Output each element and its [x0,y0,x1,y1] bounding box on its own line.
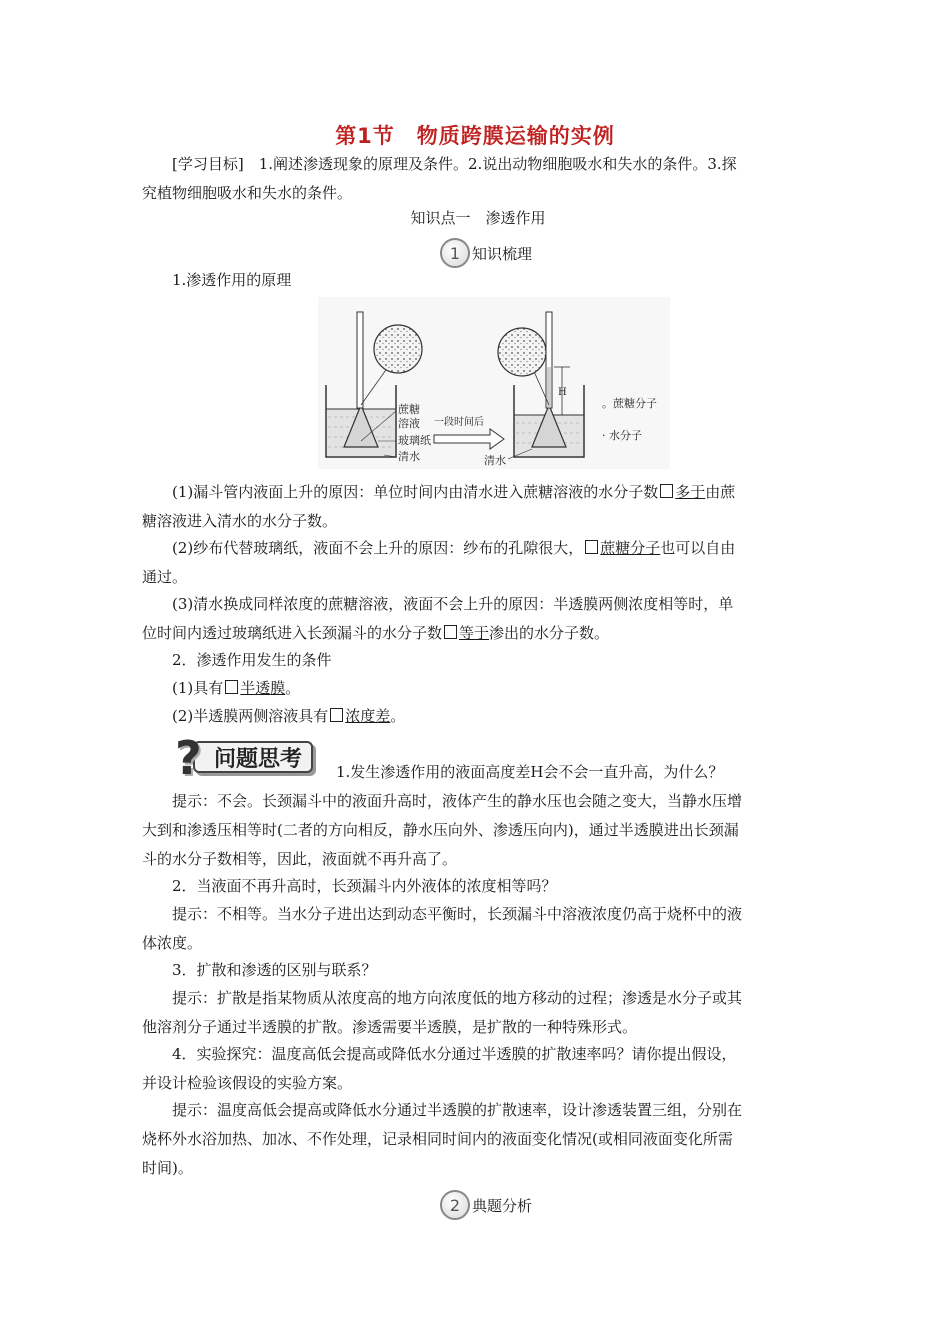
label-after-time: 一段时间后 [434,417,484,428]
label-water-left: 清水 [398,450,420,463]
blank-box-icon [444,625,457,639]
conditions-heading: 2．渗透作用发生的条件 [172,651,332,669]
answer-1: 多于 [675,483,706,501]
circled-number-icon: 1 [440,238,470,268]
blank-box-icon [585,540,598,554]
question-3: 3．扩散和渗透的区别与联系？ [172,961,377,979]
item-3: (3)清水换成同样浓度的蔗糖溶液，液面不会上升的原因：半透膜两侧浓度相等时，单 位时间内透过玻璃纸进入长颈漏斗的水分子数 等于渗出的水分子数。 [142,595,734,642]
condition-2: (2)半透膜两侧溶液具有 浓度差。 [172,707,406,725]
question-2: 2．当液面不再升高时，长颈漏斗内外液体的浓度相等吗？ [172,877,557,895]
condition-1: (1)具有 半透膜。 [172,679,301,697]
item-2: (2)纱布代替玻璃纸，液面不会上升的原因：纱布的孔隙很大， 蔗糖分子也可以自由 通过。 [142,539,736,586]
learning-objectives [142,150,814,208]
section-badge-1 [440,238,532,268]
question-1: 1.发生渗透作用的液面高度差H会不会一直升高，为什么？ [336,763,724,781]
answer-hint-3: 提示：扩散是指某物质从浓度高的地方向浓度低的地方移动的过程；渗透是水分子或其 他溶剂分子通过半透膜的扩散。渗透需要半透膜，是扩散的一种特殊形式。 [142,989,743,1036]
section-badge-2 [440,1190,532,1220]
objectives-line-1: [学习目标] 1.阐述渗透现象的原理及条件。2.说出动物细胞吸水和失水的条件。3.探 [172,155,737,173]
objectives-line-2: 究植物细胞吸水和失水的条件。 [142,184,353,202]
page-title: 第1节 物质跨膜运输的实例 [335,124,615,148]
legend-sucrose: 。蔗糖分子 [602,397,657,410]
label-sucrose: 蔗糖 [398,403,420,416]
answer-5: 浓度差 [345,707,391,725]
blank-box-icon [225,680,238,694]
answer-hint-2: 提示：不相等。当水分子进出达到动态平衡时，长颈漏斗中溶液浓度仍高于烧杯中的液 体浓度。 [142,905,743,952]
question-banner-label: 问题思考 [193,741,313,773]
question-4: 4．实验探究：温度高低会提高或降低水分通过半透膜的扩散速率吗？请你提出假设， 并设计检验该假设的实验方案。 [142,1045,737,1092]
circled-number-icon: 2 [440,1190,470,1220]
blank-box-icon [330,708,343,722]
principle-heading: 1.渗透作用的原理 [172,271,292,289]
osmosis-diagram [318,297,670,469]
legend-water: · 水分子 [602,429,642,442]
answer-4: 半透膜 [240,679,286,697]
item-1: (1)漏斗管内液面上升的原因：单位时间内由清水进入蔗糖溶液的水分子数 多于由蔗 糖溶液进入清水的水分子数。 [142,483,736,530]
label-h: H [558,387,567,398]
blank-box-icon [660,484,673,498]
section-label: 知识梳理 [472,244,533,263]
question-banner [175,731,318,785]
answer-2: 蔗糖分子 [600,539,661,557]
answer-hint-1: 提示：不会。长颈漏斗中的液面升高时，液体产生的静水压也会随之变大，当静水压增 大到和渗透压相等时(二者的方向相反，静水压向外、渗透压向内)，通过半透膜进出长颈漏 斗的水分子数相等，因此，液面就不再升高了。 [142,792,743,868]
question-mark-icon: ? [175,731,202,785]
answer-3: 等于 [459,624,490,642]
knowledge-point-heading: 知识点一 渗透作用 [410,209,546,227]
section-label: 典题分析 [472,1196,533,1215]
answer-hint-4: 提示：温度高低会提高或降低水分通过半透膜的扩散速率，设计渗透装置三组，分别在 烧杯外水浴加热、加冰、不作处理，记录相同时间内的液面变化情况(或相同液面变化所需 时间)。 [142,1101,743,1177]
label-water-right: 清水 [484,454,506,467]
label-cellophane: 玻璃纸 [398,434,431,447]
label-solution: 溶液 [398,417,420,430]
